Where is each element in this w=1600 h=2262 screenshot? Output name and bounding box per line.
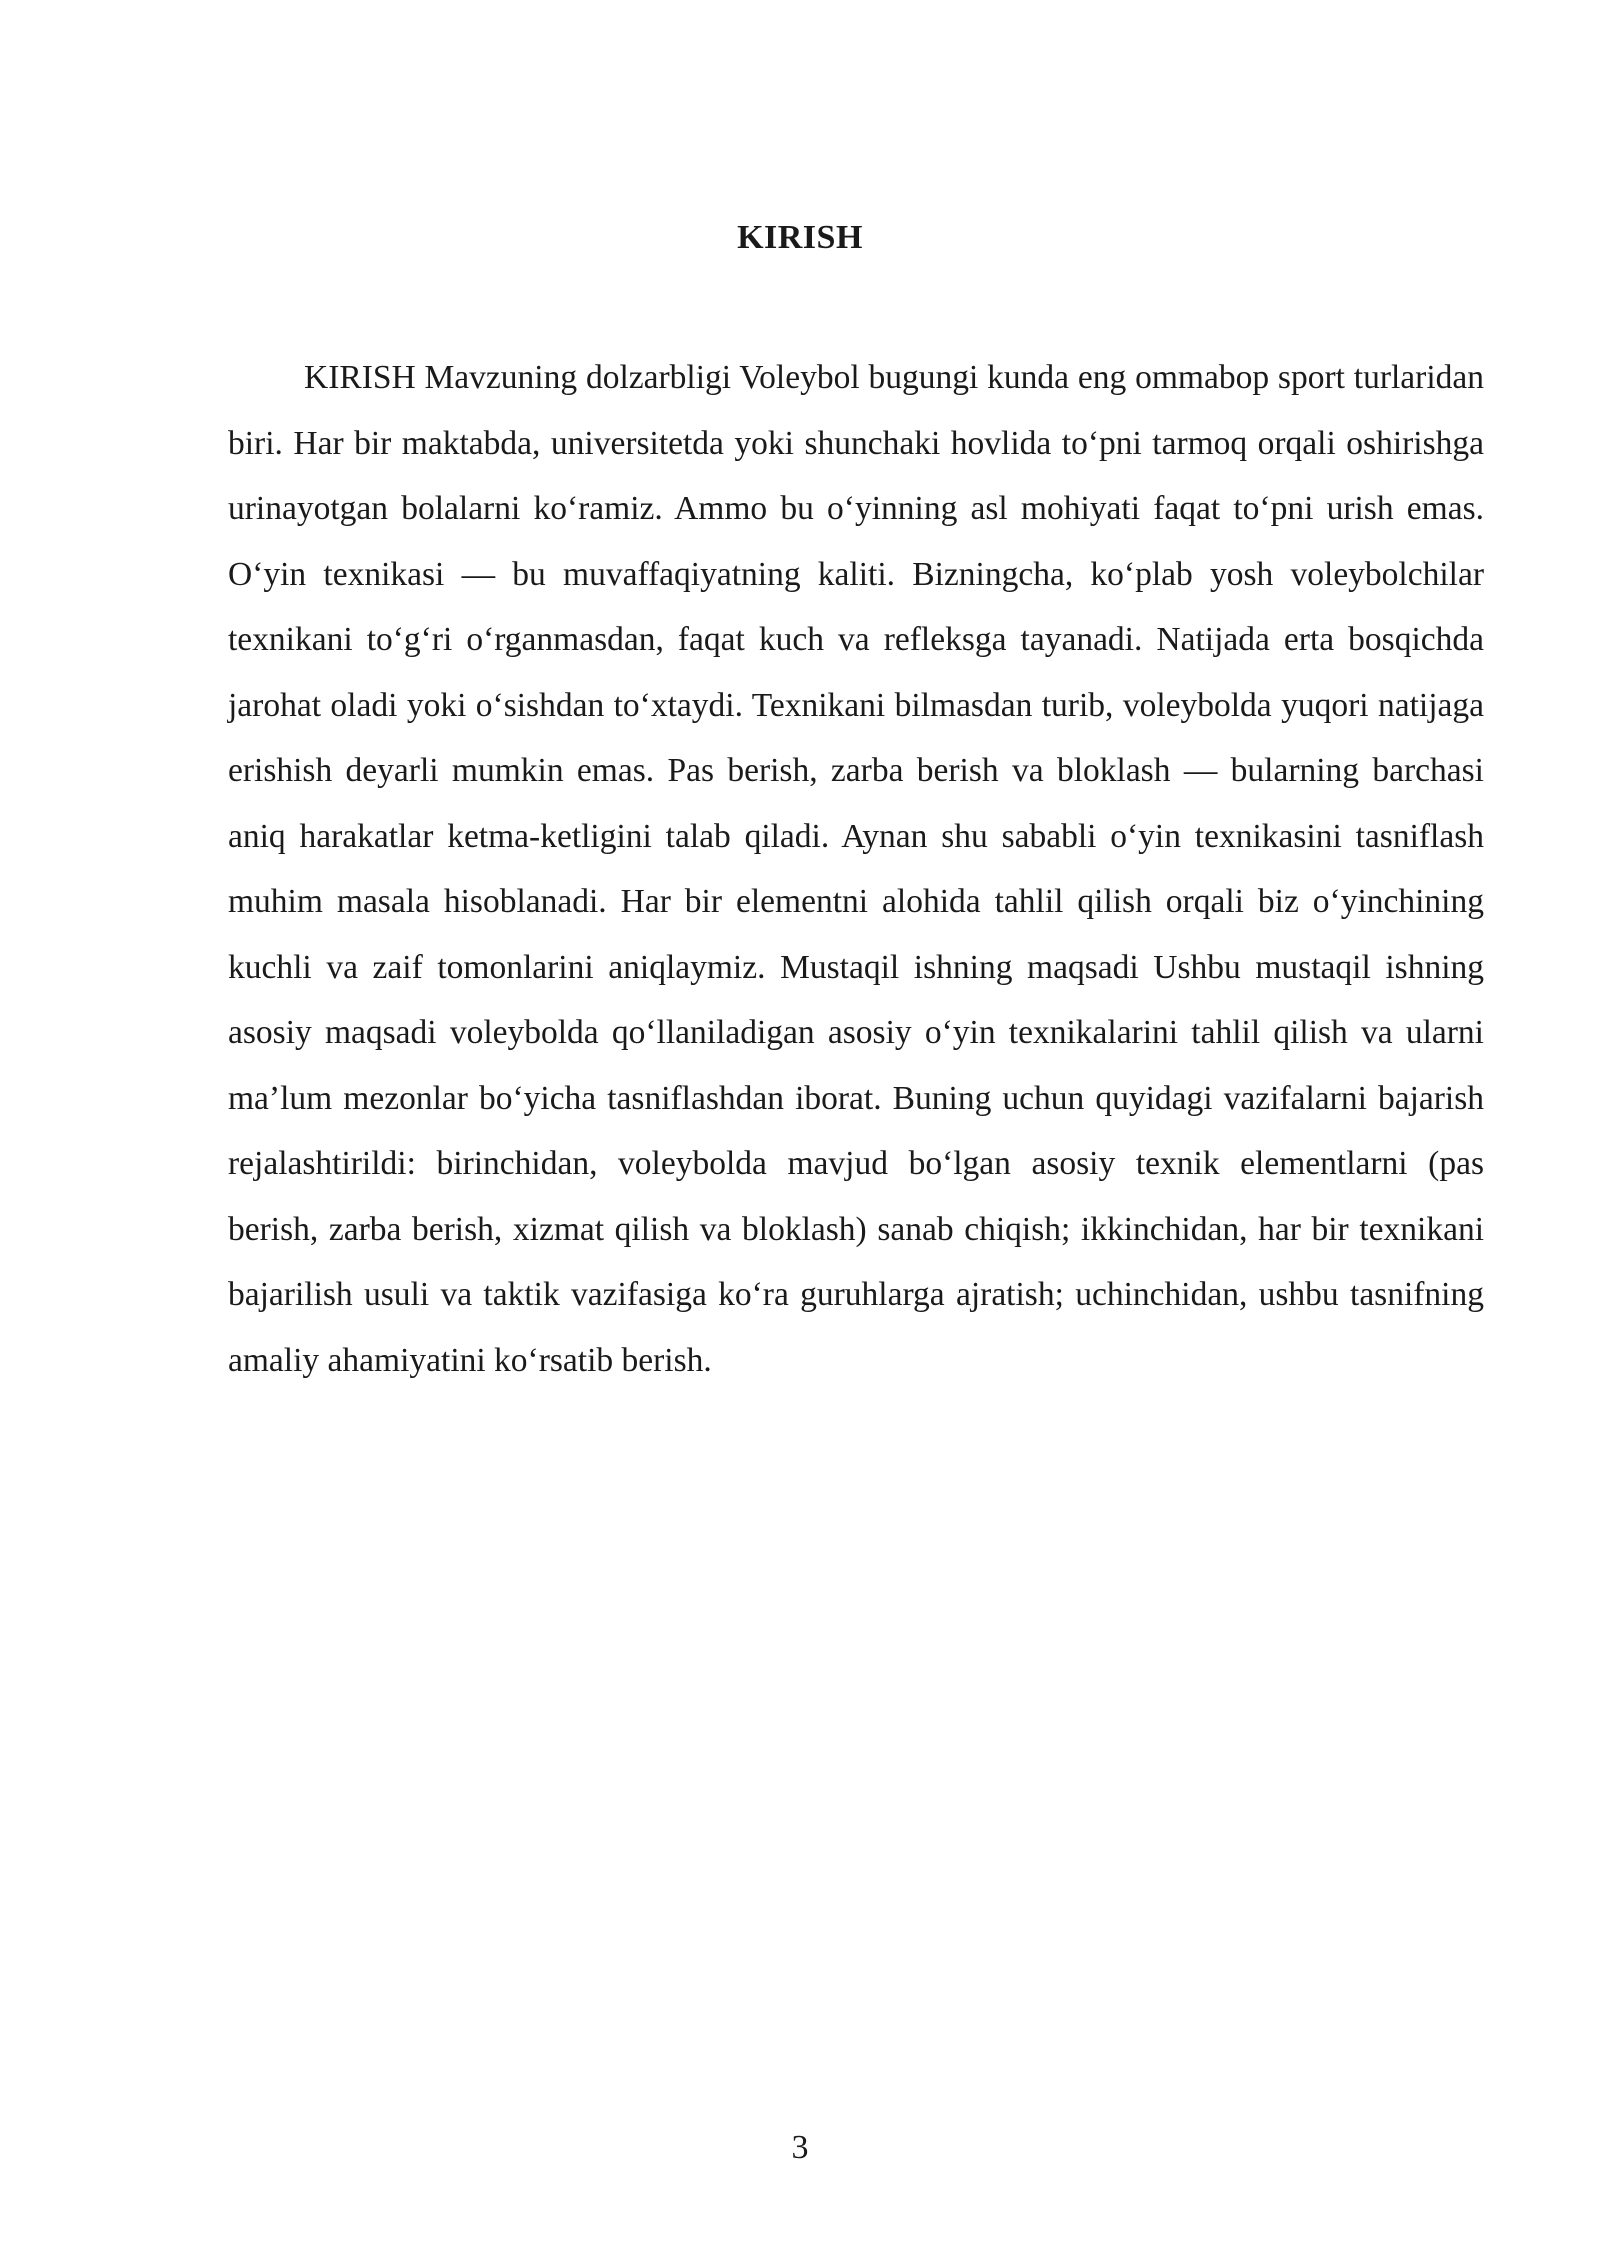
section-heading: KIRISH xyxy=(737,219,863,256)
body-paragraph: KIRISH Mavzuning dolzarbligi Voleybol bugungi kunda eng ommabop sport turlaridan biri. Har bir maktabda, universitetda yoki shunchaki hovlida to‘pni tarmoq orqali oshirishga urinayotgan bolalarni ko‘ramiz. Ammo bu o‘yinning asl mohiyati faqat to‘pni urish emas. O‘yin texnikasi — bu muvaffaqiyatning kaliti. Bizningcha, ko‘plab yosh voleybolchilar texnikani to‘g‘ri o‘rganmasdan, faqat kuch va refleksga tayanadi. Natijada erta bosqichda jarohat oladi yoki o‘sishdan to‘xtaydi. Texnikani bilmasdan turib, voleybolda yuqori natijaga erishish deyarli mumkin emas. Pas berish, zarba berish va bloklash — bularning barchasi aniq harakatlar ketma-ketligini talab qiladi. Aynan shu sababli o‘yin texnikasini tasniflash muhim masala hisoblanadi. Har bir elementni alohida tahlil qilish orqali biz o‘yinchining kuchli va zaif tomonlarini aniqlaymiz. Mustaqil ishning maqsadi Ushbu mustaqil ishning asosiy maqsadi voleybolda qo‘llaniladigan asosiy o‘yin texnikalarini tahlil qilish va ularni ma’lum mezonlar bo‘yicha tasniflashdan iborat. Buning uchun quyidagi vazifalarni bajarish rejalashtirildi: birinchidan, voleybolda mavjud bo‘lgan asosiy texnik elementlarni (pas berish, zarba berish, xizmat qilish va bloklash) sanab chiqish; ikkinchidan, har bir texnikani bajarilish usuli va taktik vazifasiga ko‘ra guruhlarga ajratish; uchinchidan, ushbu tasnifning amaliy ahamiyatini ko‘rsatib berish. xyxy=(228,359,1484,1379)
page-number: 3 xyxy=(791,2129,809,2166)
